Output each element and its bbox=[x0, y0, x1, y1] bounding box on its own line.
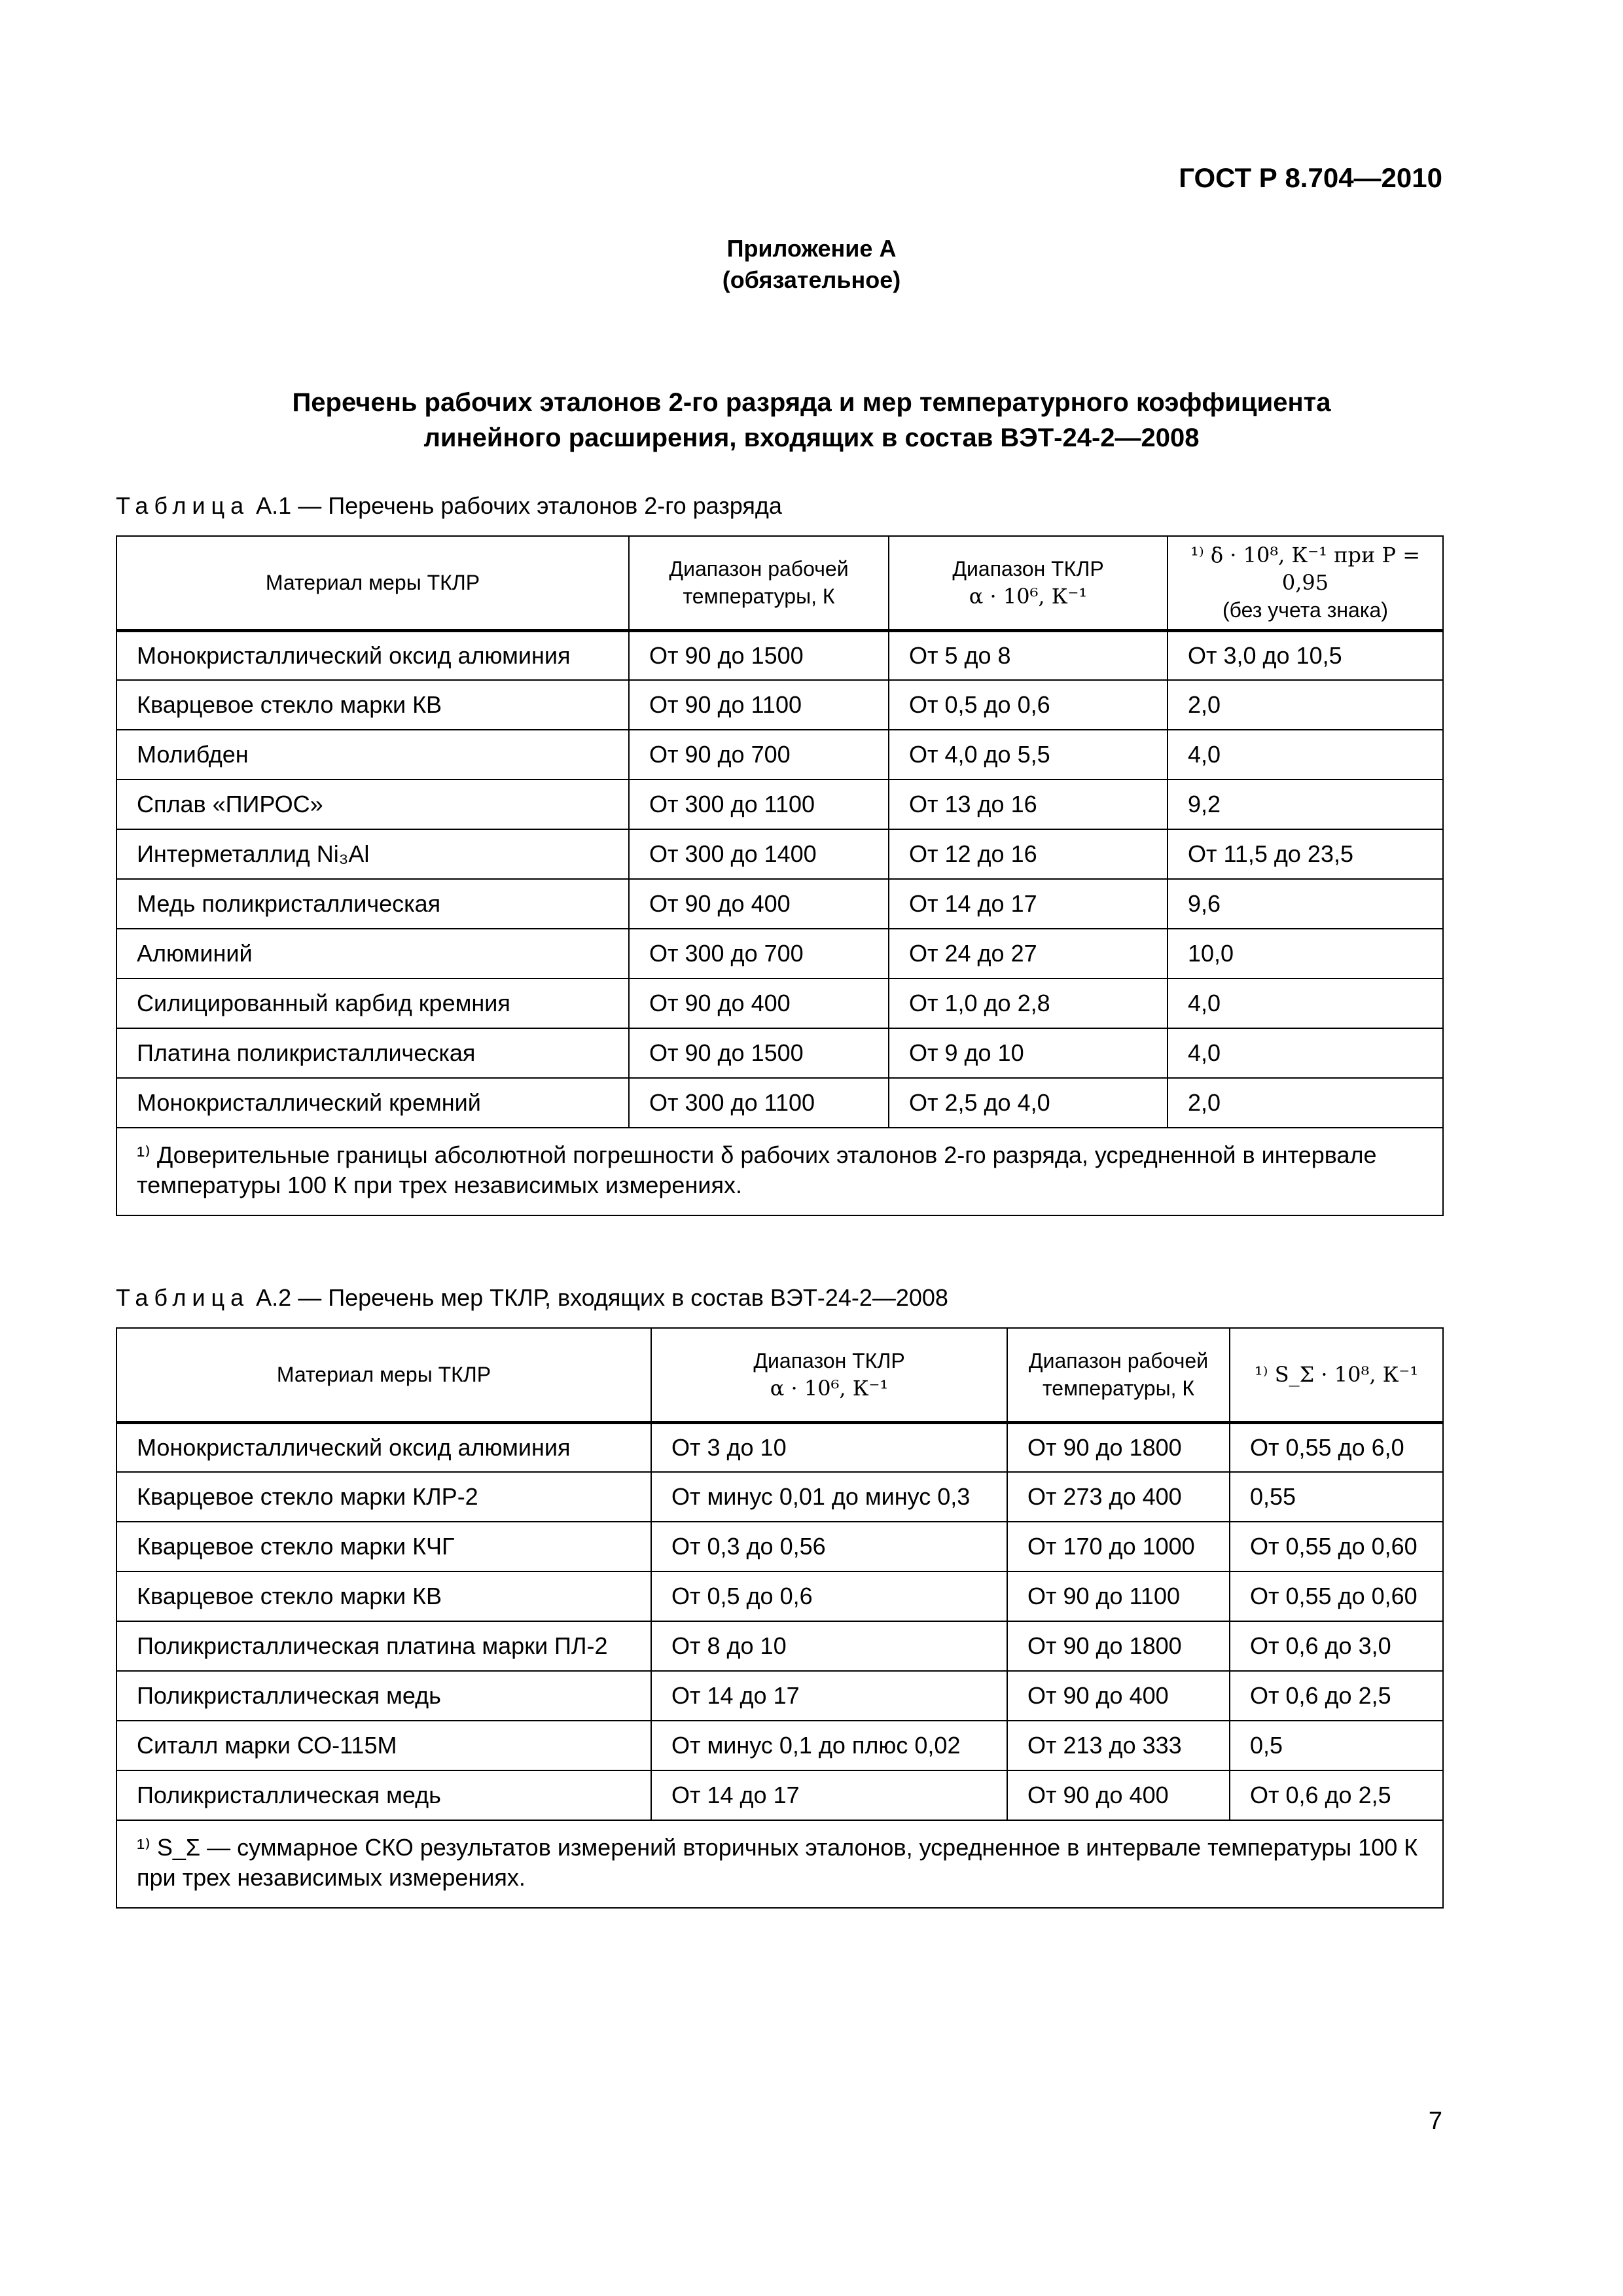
section-heading-line2: линейного расширения, входящих в состав ВЭТ-24-2—2008 bbox=[423, 423, 1200, 452]
table2-cell-c3: От 90 до 1800 bbox=[1007, 1621, 1230, 1671]
table2-cell-c3: От 213 до 333 bbox=[1007, 1721, 1230, 1770]
table2-cell-c4: 0,55 bbox=[1230, 1472, 1443, 1522]
table1 bbox=[116, 535, 1444, 1216]
table2-cell-material: Поликристаллическая платина марки ПЛ-2 bbox=[116, 1621, 651, 1671]
table1-cell-material: Монокристаллический кремний bbox=[116, 1078, 629, 1128]
table1-caption bbox=[116, 492, 782, 520]
table1-row bbox=[116, 1078, 1443, 1128]
table1-cell-c4: 4,0 bbox=[1168, 1028, 1443, 1078]
table1-header-tklr-range bbox=[889, 536, 1168, 630]
table2 bbox=[116, 1327, 1444, 1909]
table1-row bbox=[116, 879, 1443, 929]
table1-cell-c4: 4,0 bbox=[1168, 978, 1443, 1028]
table1-header-material: Материал меры ТКЛР bbox=[116, 536, 629, 630]
table1-cell-c4: 9,6 bbox=[1168, 879, 1443, 929]
table1-cell-c3: От 9 до 10 bbox=[889, 1028, 1168, 1078]
table2-cell-material: Кварцевое стекло марки КЧГ bbox=[116, 1522, 651, 1571]
table1-footnote: ¹⁾ Доверительные границы абсолютной погрешности δ рабочих эталонов 2-го разряда, усредненной в интервале температуры 100 К при трех независимых измерениях. bbox=[116, 1128, 1443, 1215]
table2-cell-c3: От 90 до 400 bbox=[1007, 1770, 1230, 1820]
table2-cell-c2: От 0,3 до 0,56 bbox=[651, 1522, 1007, 1571]
table1-cell-c2: От 90 до 700 bbox=[629, 730, 889, 780]
table1-cell-c3: От 1,0 до 2,8 bbox=[889, 978, 1168, 1028]
table1-footnote-row bbox=[116, 1128, 1443, 1215]
table1-row bbox=[116, 929, 1443, 978]
table2-cell-c4: От 0,55 до 0,60 bbox=[1230, 1522, 1443, 1571]
table1-row bbox=[116, 1028, 1443, 1078]
table1-cell-material: Монокристаллический оксид алюминия bbox=[116, 630, 629, 680]
table1-cell-c2: От 90 до 1500 bbox=[629, 1028, 889, 1078]
table1-cell-c2: От 300 до 1100 bbox=[629, 1078, 889, 1128]
table1-cell-material: Молибден bbox=[116, 730, 629, 780]
table2-cell-c4: От 0,55 до 0,60 bbox=[1230, 1571, 1443, 1621]
table2-caption-prefix: Таблица bbox=[116, 1284, 250, 1311]
table2-cell-c3: От 90 до 400 bbox=[1007, 1671, 1230, 1721]
table2-cell-c4: От 0,6 до 3,0 bbox=[1230, 1621, 1443, 1671]
table2-row bbox=[116, 1621, 1443, 1671]
table2-header-temp-range-l2: температуры, К bbox=[1043, 1376, 1194, 1401]
table1-cell-c4: 2,0 bbox=[1168, 680, 1443, 730]
table1-cell-c4: 2,0 bbox=[1168, 1078, 1443, 1128]
table1-cell-c2: От 300 до 700 bbox=[629, 929, 889, 978]
table1-row bbox=[116, 780, 1443, 829]
table1-header-delta bbox=[1168, 536, 1443, 630]
table1-header-delta-l1: ¹⁾ δ · 10⁸, К⁻¹ при P = 0,95 bbox=[1190, 543, 1420, 596]
table2-cell-material: Поликристаллическая медь bbox=[116, 1671, 651, 1721]
table1-cell-c3: От 2,5 до 4,0 bbox=[889, 1078, 1168, 1128]
table2-cell-c4: 0,5 bbox=[1230, 1721, 1443, 1770]
table2-cell-material: Кварцевое стекло марки КВ bbox=[116, 1571, 651, 1621]
table1-header-temp-range bbox=[629, 536, 889, 630]
table1-cell-c4: От 3,0 до 10,5 bbox=[1168, 630, 1443, 680]
table1-header-tklr-range-l1: Диапазон ТКЛР bbox=[952, 557, 1104, 581]
table2-cell-material: Кварцевое стекло марки КЛР-2 bbox=[116, 1472, 651, 1522]
table2-header-tklr-range-l2: α · 10⁶, К⁻¹ bbox=[770, 1376, 889, 1401]
table1-header-tklr-range-l2: α · 10⁶, К⁻¹ bbox=[969, 584, 1088, 609]
table2-header-temp-range-l1: Диапазон рабочей bbox=[1028, 1349, 1209, 1373]
table2-cell-c2: От 3 до 10 bbox=[651, 1422, 1007, 1472]
table1-cell-c3: От 4,0 до 5,5 bbox=[889, 730, 1168, 780]
table1-cell-c3: От 13 до 16 bbox=[889, 780, 1168, 829]
table2-header-temp-range bbox=[1007, 1328, 1230, 1422]
table2-header-tklr-range-l1: Диапазон ТКЛР bbox=[753, 1349, 905, 1373]
table2-footnote-row bbox=[116, 1820, 1443, 1908]
page-number: 7 bbox=[1428, 2108, 1442, 2135]
document-code: ГОСТ Р 8.704—2010 bbox=[1179, 162, 1442, 193]
table1-cell-c4: 9,2 bbox=[1168, 780, 1443, 829]
table2-caption-text: А.2 — Перечень мер ТКЛР, входящих в состав ВЭТ-24-2—2008 bbox=[256, 1284, 948, 1311]
annex-status: (обязательное) bbox=[722, 266, 901, 293]
table2-cell-c2: От 14 до 17 bbox=[651, 1671, 1007, 1721]
table2-cell-c4: От 0,6 до 2,5 bbox=[1230, 1770, 1443, 1820]
table1-cell-c2: От 300 до 1400 bbox=[629, 829, 889, 879]
table1-caption-prefix: Таблица bbox=[116, 492, 250, 519]
table2-row bbox=[116, 1472, 1443, 1522]
table1-cell-c2: От 300 до 1100 bbox=[629, 780, 889, 829]
table1-cell-c2: От 90 до 400 bbox=[629, 978, 889, 1028]
table1-header-temp-range-l1: Диапазон рабочей bbox=[669, 557, 849, 581]
table1-row bbox=[116, 630, 1443, 680]
table2-cell-c2: От минус 0,1 до плюс 0,02 bbox=[651, 1721, 1007, 1770]
table2-footnote: ¹⁾ S_Σ — суммарное СКО результатов измерений вторичных эталонов, усредненное в интервале температуры 100 К при трех независимых измерениях. bbox=[116, 1820, 1443, 1908]
table2-cell-material: Монокристаллический оксид алюминия bbox=[116, 1422, 651, 1472]
table1-cell-material: Алюминий bbox=[116, 929, 629, 978]
table1-cell-c2: От 90 до 1100 bbox=[629, 680, 889, 730]
table1-cell-material: Интерметаллид Ni₃Al bbox=[116, 829, 629, 879]
table1-cell-c3: От 0,5 до 0,6 bbox=[889, 680, 1168, 730]
table2-row bbox=[116, 1571, 1443, 1621]
table1-header-temp-range-l2: температуры, К bbox=[683, 584, 835, 609]
table1-row bbox=[116, 829, 1443, 879]
table2-header-row bbox=[116, 1328, 1443, 1422]
table2-header-sko: ¹⁾ S_Σ · 10⁸, К⁻¹ bbox=[1230, 1328, 1443, 1422]
table1-cell-c3: От 24 до 27 bbox=[889, 929, 1168, 978]
table2-row bbox=[116, 1721, 1443, 1770]
table1-cell-c2: От 90 до 1500 bbox=[629, 630, 889, 680]
annex-title: Приложение А bbox=[726, 235, 897, 262]
table1-cell-material: Кварцевое стекло марки КВ bbox=[116, 680, 629, 730]
table1-cell-c3: От 14 до 17 bbox=[889, 879, 1168, 929]
table2-row bbox=[116, 1671, 1443, 1721]
table1-header-row bbox=[116, 536, 1443, 630]
table1-cell-material: Медь поликристаллическая bbox=[116, 879, 629, 929]
table1-cell-c3: От 12 до 16 bbox=[889, 829, 1168, 879]
table1-cell-material: Сплав «ПИРОС» bbox=[116, 780, 629, 829]
table2-cell-c4: От 0,55 до 6,0 bbox=[1230, 1422, 1443, 1472]
table2-cell-material: Поликристаллическая медь bbox=[116, 1770, 651, 1820]
section-heading-line1: Перечень рабочих эталонов 2-го разряда и мер температурного коэффициента bbox=[292, 388, 1331, 417]
table2-cell-c2: От 14 до 17 bbox=[651, 1770, 1007, 1820]
table1-caption-text: А.1 — Перечень рабочих эталонов 2-го разряда bbox=[256, 492, 782, 519]
table1-cell-c4: От 11,5 до 23,5 bbox=[1168, 829, 1443, 879]
table2-row bbox=[116, 1522, 1443, 1571]
table2-cell-c2: От 0,5 до 0,6 bbox=[651, 1571, 1007, 1621]
table2-header-tklr-range bbox=[651, 1328, 1007, 1422]
table2-row bbox=[116, 1770, 1443, 1820]
table2-cell-c2: От 8 до 10 bbox=[651, 1621, 1007, 1671]
table2-cell-material: Ситалл марки СО-115М bbox=[116, 1721, 651, 1770]
table1-row bbox=[116, 978, 1443, 1028]
table2-cell-c3: От 273 до 400 bbox=[1007, 1472, 1230, 1522]
table2-cell-c3: От 170 до 1000 bbox=[1007, 1522, 1230, 1571]
table1-cell-c4: 4,0 bbox=[1168, 730, 1443, 780]
table2-caption bbox=[116, 1284, 948, 1312]
table1-row bbox=[116, 730, 1443, 780]
table2-row bbox=[116, 1422, 1443, 1472]
table2-header-material: Материал меры ТКЛР bbox=[116, 1328, 651, 1422]
table2-cell-c3: От 90 до 1100 bbox=[1007, 1571, 1230, 1621]
annex-heading bbox=[0, 233, 1623, 296]
table2-cell-c4: От 0,6 до 2,5 bbox=[1230, 1671, 1443, 1721]
table1-header-delta-l2: (без учета знака) bbox=[1222, 598, 1388, 622]
table2-cell-c2: От минус 0,01 до минус 0,3 bbox=[651, 1472, 1007, 1522]
table1-row bbox=[116, 680, 1443, 730]
section-heading bbox=[0, 385, 1623, 456]
table1-cell-c3: От 5 до 8 bbox=[889, 630, 1168, 680]
table1-cell-material: Силицированный карбид кремния bbox=[116, 978, 629, 1028]
table1-cell-material: Платина поликристаллическая bbox=[116, 1028, 629, 1078]
table2-cell-c3: От 90 до 1800 bbox=[1007, 1422, 1230, 1472]
table1-cell-c2: От 90 до 400 bbox=[629, 879, 889, 929]
table1-cell-c4: 10,0 bbox=[1168, 929, 1443, 978]
